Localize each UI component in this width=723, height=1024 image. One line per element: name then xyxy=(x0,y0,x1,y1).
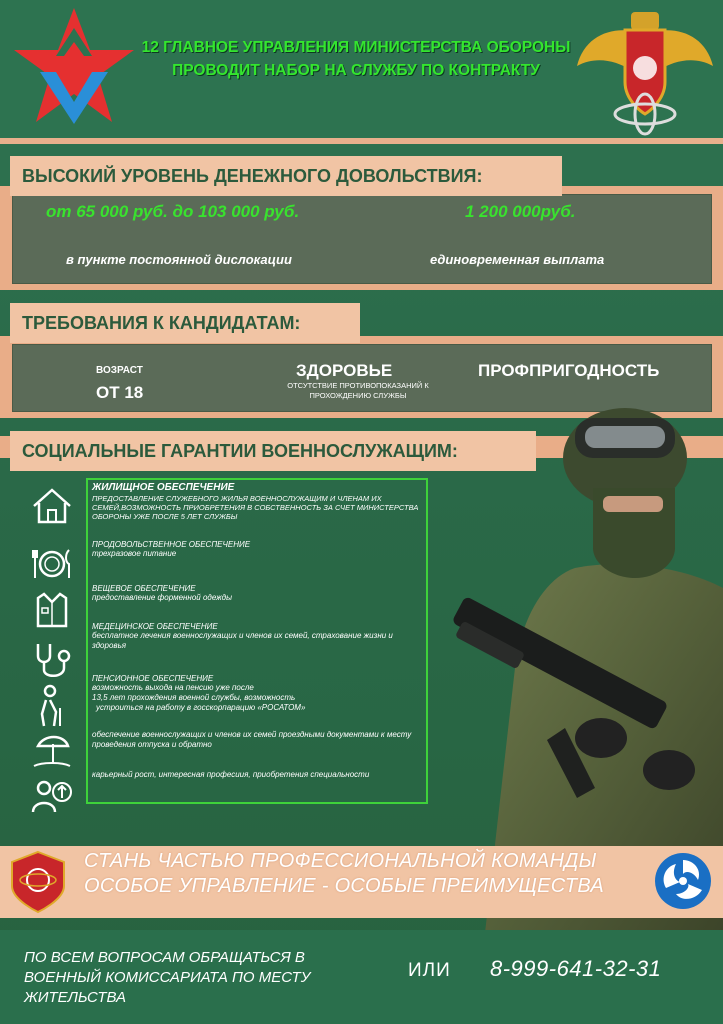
guarantee-icons xyxy=(24,478,84,808)
housing-title: ЖИЛИЩНОЕ ОБЕСПЕЧЕНИЕ xyxy=(92,482,235,493)
age-value: ОТ 18 xyxy=(96,383,144,402)
fitness-label: ПРОФПРИГОДНОСТЬ xyxy=(478,361,660,380)
elderly-person-icon xyxy=(30,684,74,728)
housing-item xyxy=(92,482,424,521)
directorate-emblem xyxy=(8,850,68,914)
or-label: ИЛИ xyxy=(408,960,451,981)
pay-lump-sum: 1 200 000руб. xyxy=(465,202,576,221)
header xyxy=(0,0,723,140)
requirements-heading: ТРЕБОВАНИЯ К КАНДИДАТАМ: xyxy=(10,303,360,343)
career-growth-icon xyxy=(30,774,74,818)
travel-text: обеспечение военнослужащих и членов их семей проездными документами к месту проведения отпуска и обратно xyxy=(92,730,412,749)
contact-text: ПО ВСЕМ ВОПРОСАМ ОБРАЩАТЬСЯ В ВОЕННЫЙ КОМИССАРИАТА ПО МЕСТУ ЖИТЕЛЬСТВА xyxy=(24,949,311,1006)
medical-text: бесплатное лечения военнослужащих и членов их семей, страхование жизни и здоровья xyxy=(92,631,393,650)
guarantees-box xyxy=(86,478,428,804)
health-note: ОТСУТСТВИЕ ПРОТИВОПОКАЗАНИЙ К ПРОХОЖДЕНИЮ СЛУЖБЫ xyxy=(287,381,429,400)
slogan-line-2: ОСОБОЕ УПРАВЛЕНИЕ - ОСОБЫЕ ПРЕИМУЩЕСТВА xyxy=(84,875,604,897)
pay-range-note: в пункте постоянной дислокации xyxy=(66,252,292,267)
pay-heading: ВЫСОКИЙ УРОВЕНЬ ДЕНЕЖНОГО ДОВОЛЬСТВИЯ: xyxy=(10,156,562,196)
age-label: ВОЗРАСТ xyxy=(96,365,143,376)
travel-item xyxy=(92,730,424,750)
shirt-icon xyxy=(30,588,74,632)
pension-title: ПЕНСИОННОЕ ОБЕСПЕЧЕНИЕ xyxy=(92,674,214,683)
medical-item xyxy=(92,622,424,651)
pension-text-2: 13,5 лет прохождения военной службы, возможность xyxy=(92,693,296,702)
food-item xyxy=(92,540,424,559)
slogan-line-1: СТАНЬ ЧАСТЬЮ ПРОФЕССИОНАЛЬНОЙ КОМАНДЫ xyxy=(84,850,597,872)
health-label: ЗДОРОВЬЕ xyxy=(296,361,393,380)
career-text: карьерный рост, интересная професиия, приобретения специальности xyxy=(92,770,370,779)
pension-text-3: устроиться на работу в госскорпарацию «РОСАТОМ» xyxy=(96,703,306,712)
header-divider xyxy=(0,138,723,144)
food-title: ПРОДОВОЛЬСТВЕННОЕ ОБЕСПЕЧЕНИЕ xyxy=(92,540,251,549)
plate-cutlery-icon xyxy=(30,542,74,586)
career-item xyxy=(92,770,424,780)
food-text: трехразовое питание xyxy=(92,549,177,558)
clothing-title: ВЕЩЕВОЕ ОБЕСПЕЧЕНИЕ xyxy=(92,584,196,593)
guarantees-heading: СОЦИАЛЬНЫЕ ГАРАНТИИ ВОЕННОСЛУЖАЩИМ: xyxy=(10,431,536,471)
pay-range: от 65 000 руб. до 103 000 руб. xyxy=(46,202,300,221)
pension-text-1: возможность выхода на пенсию уже после xyxy=(92,683,254,692)
military-emblem xyxy=(575,4,715,136)
pension-item xyxy=(92,674,424,713)
pay-lump-sum-note: единовременная выплата xyxy=(430,252,605,267)
red-star-logo xyxy=(10,6,138,126)
stethoscope-icon xyxy=(30,638,74,682)
phone-number[interactable]: 8-999-641-32-31 xyxy=(490,956,662,981)
header-title: 12 ГЛАВНОЕ УПРАВЛЕНИЯ МИНИСТЕРСТВА ОБОРОНЫ ПРОВОДИТ НАБОР НА СЛУЖБУ ПО КОНТРАКТУ xyxy=(141,39,571,79)
clothing-text: предоставление форменной одежды xyxy=(92,593,232,602)
medical-title: МЕДЕЦИНСКОЕ ОБЕСПЕЧЕНИЕ xyxy=(92,622,218,631)
beach-umbrella-icon xyxy=(30,730,74,774)
clothing-item xyxy=(92,584,424,603)
rosatom-logo xyxy=(654,852,712,910)
housing-text: ПРЕДОСТАВЛЕНИЕ СЛУЖЕБНОГО ЖИЛЬЯ ВОЕННОСЛУЖАЩИМ И ЧЛЕНАМ ИХ СЕМЕЙ,ВОЗМОЖНОСТЬ ПРИОБРЕТЕНИЯ В СОБСТВЕННОСТЬ ЗА СЧЕТ МИНИСТЕРСТВА ОБОРОНЫ УЖЕ ПОСЛЕ 5 ЛЕТ СЛУЖБЫ xyxy=(92,494,419,521)
house-icon xyxy=(30,484,74,528)
